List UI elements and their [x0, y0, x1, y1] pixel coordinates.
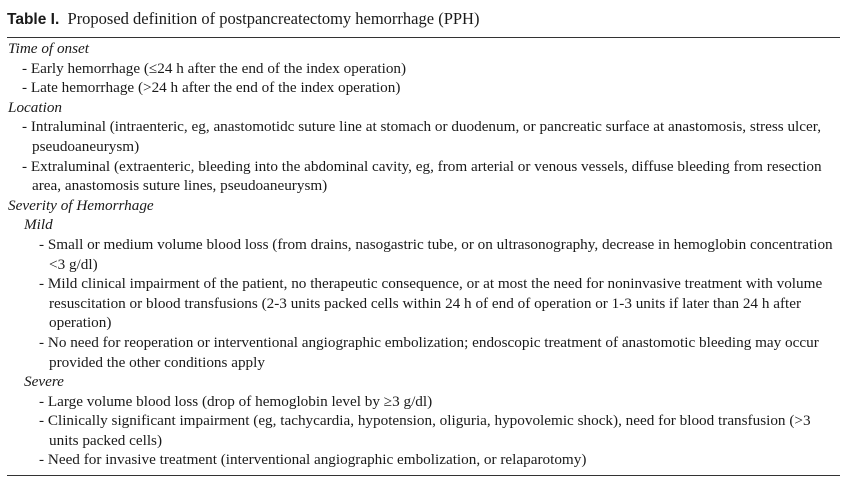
section-heading-time-of-onset: Time of onset: [8, 40, 90, 57]
list-item: - Large volume blood loss (drop of hemoglobin level by ≥3 g/dl): [39, 392, 433, 410]
section-heading-location: Location: [8, 98, 63, 116]
list-item: - Need for invasive treatment (interventional angiographic embolization, or relaparotomy): [39, 451, 587, 469]
bottom-rule: [7, 475, 840, 476]
table-caption: [7, 7, 840, 32]
list-item: - Late hemorrhage (>24 h after the end of the index operation): [22, 79, 401, 97]
list-item: - Small or medium volume blood loss (from drains, nasogastric tube, or on ultrasonography, decrease in hemoglobin concentration <3 g/dl): [39, 235, 833, 273]
section-heading-severity: Severity of Hemorrhage: [8, 196, 154, 214]
list-item: - Intraluminal (intraenteric, eg, anastomotidc suture line at stomach or duodenum, or pancreatic surface at anastomosis, stress ulcer, pseudoaneurysm): [22, 118, 821, 155]
subheading-mild: Mild: [24, 216, 53, 234]
table-label: Table I.: [7, 11, 60, 28]
table-body: [7, 38, 840, 473]
list-item: - Clinically significant impairment (eg, tachycardia, hypotension, oliguria, hypovolemic shock), need for blood transfusion (>3 units packed cells): [39, 412, 811, 449]
list-item: - Extraluminal (extraenteric, bleeding into the abdominal cavity, eg, from arterial or venous vessels, diffuse bleeding from resection area, anastomosis suture lines, pseudoaneurysm): [22, 157, 822, 195]
table-title: Proposed definition of postpancreatectomy hemorrhage (PPH): [67, 9, 480, 28]
list-item: - Mild clinical impairment of the patient, no therapeutic consequence, or at most the need for noninvasive treatment with volume resuscitation or blood transfusions (2-3 units packed cells within 24 h of end of operation or 1-3 units if later than 24 h after operation): [39, 275, 823, 332]
subheading-severe: Severe: [24, 373, 64, 391]
list-item: - No need for reoperation or interventional angiographic embolization; endoscopic treatment of anastomotic bleeding may occur provided the other conditions apply: [39, 333, 819, 371]
pph-definition-table: [7, 7, 840, 476]
list-item: - Early hemorrhage (≤24 h after the end of the index operation): [22, 59, 407, 77]
